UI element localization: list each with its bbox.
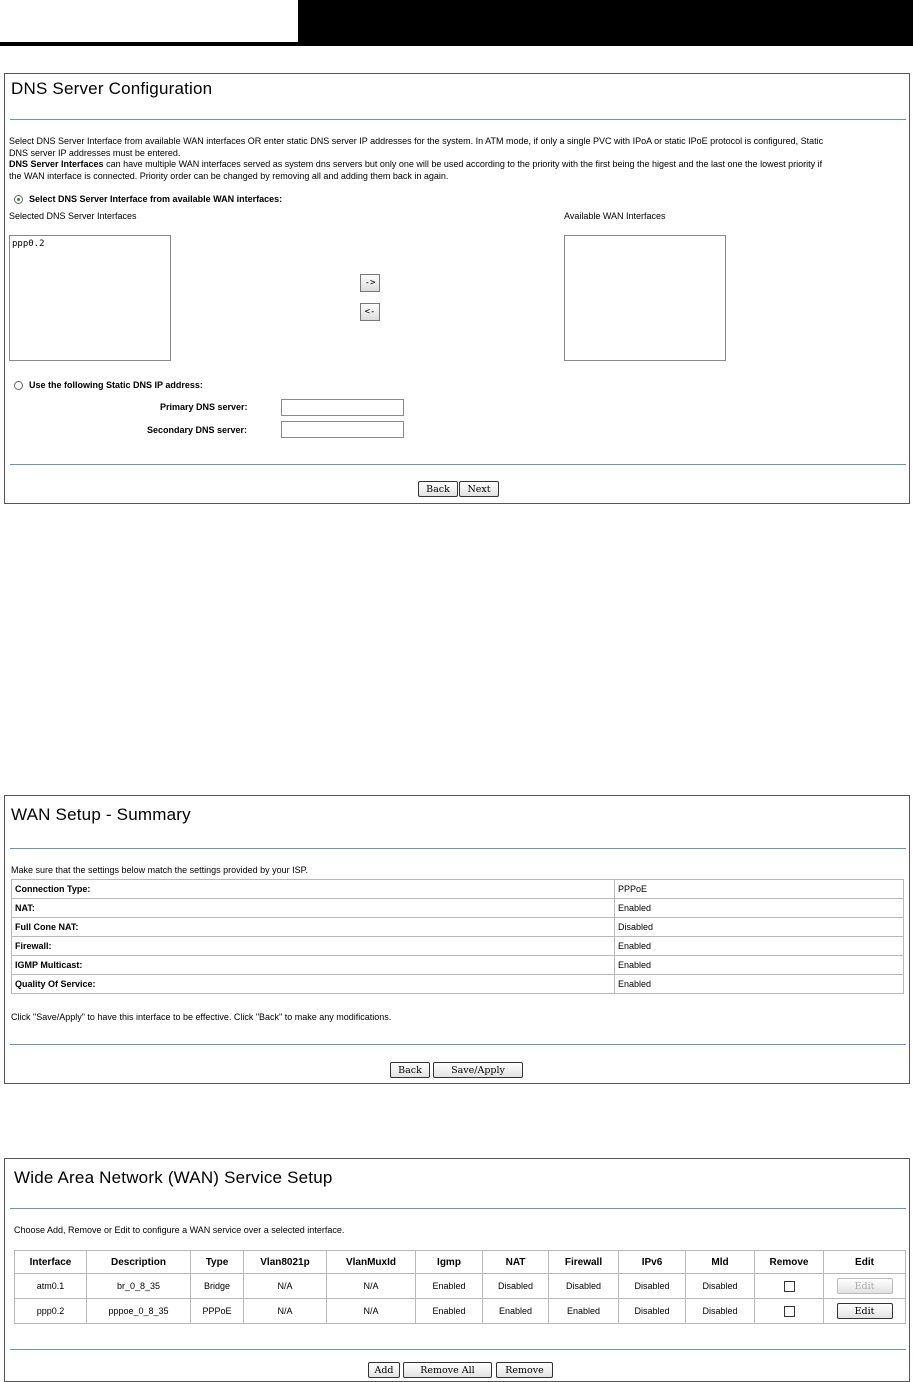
cell-type: Bridge bbox=[191, 1274, 244, 1299]
summary-footer-text: Click "Save/Apply" to have this interface to be effective. Click "Back" to make any modifications. bbox=[11, 1012, 392, 1022]
radio-static-dns[interactable] bbox=[14, 381, 23, 390]
cell-edit bbox=[824, 1274, 906, 1299]
col-header: Description bbox=[87, 1251, 191, 1274]
divider bbox=[10, 848, 906, 849]
col-header: Firewall bbox=[549, 1251, 619, 1274]
cell-vlan8021p: N/A bbox=[244, 1299, 327, 1324]
back-button[interactable]: Back bbox=[418, 481, 458, 497]
cell-description: pppoe_0_8_35 bbox=[87, 1299, 191, 1324]
primary-dns-label: Primary DNS server: bbox=[160, 402, 248, 412]
divider bbox=[10, 119, 906, 120]
cell-interface: ppp0.2 bbox=[15, 1299, 87, 1324]
summary-title: WAN Setup - Summary bbox=[11, 805, 191, 824]
cell-interface: atm0.1 bbox=[15, 1274, 87, 1299]
remove-button[interactable]: Remove bbox=[496, 1362, 553, 1378]
remove-checkbox[interactable] bbox=[784, 1281, 795, 1292]
col-header: Remove bbox=[755, 1251, 824, 1274]
wan-service-title: Wide Area Network (WAN) Service Setup bbox=[14, 1168, 333, 1187]
page-title: DNS Server Configuration bbox=[11, 79, 213, 98]
divider bbox=[10, 464, 906, 465]
cell-edit bbox=[824, 1299, 906, 1324]
summary-label: Quality Of Service: bbox=[12, 975, 615, 994]
cell-nat: Disabled bbox=[483, 1274, 549, 1299]
option-select-label: Select DNS Server Interface from available WAN interfaces: bbox=[29, 194, 283, 204]
cell-vlan8021p: N/A bbox=[244, 1274, 327, 1299]
dns-config-panel bbox=[4, 73, 910, 504]
cell-firewall: Disabled bbox=[549, 1274, 619, 1299]
col-header: Igmp bbox=[416, 1251, 483, 1274]
cell-vlanmuxid: N/A bbox=[327, 1299, 416, 1324]
summary-value: Enabled bbox=[615, 956, 904, 975]
selected-interfaces-label: Selected DNS Server Interfaces bbox=[9, 211, 137, 221]
table-row bbox=[12, 975, 904, 994]
summary-label: Full Cone NAT: bbox=[12, 918, 615, 937]
summary-value: PPPoE bbox=[615, 880, 904, 899]
summary-value: Enabled bbox=[615, 937, 904, 956]
summary-label: NAT: bbox=[12, 899, 615, 918]
table-header-row bbox=[15, 1251, 906, 1274]
summary-label: Firewall: bbox=[12, 937, 615, 956]
intro-line-3 bbox=[9, 159, 822, 170]
intro-line-1: Select DNS Server Interface from available WAN interfaces OR enter static DNS server IP addresses for the system. In ATM mode, if only a single PVC with IPoA or static IPoE protocol is configured, Static bbox=[9, 136, 824, 146]
intro-line-4: the WAN interface is connected. Priority order can be changed by removing all and adding them back in again. bbox=[9, 171, 449, 181]
table-row bbox=[12, 937, 904, 956]
next-button[interactable]: Next bbox=[459, 481, 499, 497]
add-button[interactable]: Add bbox=[368, 1362, 400, 1378]
cell-igmp: Enabled bbox=[416, 1299, 483, 1324]
col-header: IPv6 bbox=[619, 1251, 686, 1274]
remove-checkbox[interactable] bbox=[784, 1306, 795, 1317]
wan-service-intro: Choose Add, Remove or Edit to configure a WAN service over a selected interface. bbox=[14, 1225, 345, 1235]
intro-line-2: DNS server IP addresses must be entered. bbox=[9, 148, 181, 158]
table-row bbox=[12, 918, 904, 937]
cell-ipv6: Disabled bbox=[619, 1274, 686, 1299]
cell-description: br_0_8_35 bbox=[87, 1274, 191, 1299]
wan-service-panel bbox=[4, 1158, 910, 1382]
divider bbox=[10, 1208, 906, 1209]
divider bbox=[10, 1349, 906, 1350]
edit-button[interactable]: Edit bbox=[837, 1278, 893, 1294]
col-header: Vlan8021p bbox=[244, 1251, 327, 1274]
col-header: VlanMuxId bbox=[327, 1251, 416, 1274]
wan-service-table bbox=[14, 1250, 906, 1324]
header-rule bbox=[0, 42, 913, 46]
primary-dns-input[interactable] bbox=[281, 399, 404, 416]
intro-rest: can have multiple WAN interfaces served as system dns servers but only one will be used according to the priority with the first being the higest and the last one the lowest priority if bbox=[103, 159, 823, 169]
summary-intro: Make sure that the settings below match the settings provided by your ISP. bbox=[11, 865, 308, 875]
cell-remove bbox=[755, 1299, 824, 1324]
col-header: Edit bbox=[824, 1251, 906, 1274]
cell-igmp: Enabled bbox=[416, 1274, 483, 1299]
secondary-dns-input[interactable] bbox=[281, 421, 404, 438]
summary-value: Enabled bbox=[615, 975, 904, 994]
cell-ipv6: Disabled bbox=[619, 1299, 686, 1324]
header-black-bar bbox=[298, 0, 913, 42]
cell-firewall: Enabled bbox=[549, 1299, 619, 1324]
list-item[interactable]: ppp0.2 bbox=[12, 239, 45, 249]
edit-button[interactable]: Edit bbox=[837, 1303, 893, 1319]
selected-interfaces-list[interactable] bbox=[9, 235, 171, 361]
col-header: NAT bbox=[483, 1251, 549, 1274]
secondary-dns-label: Secondary DNS server: bbox=[147, 425, 248, 435]
option-static-label: Use the following Static DNS IP address: bbox=[29, 380, 203, 390]
table-row bbox=[15, 1299, 906, 1324]
table-row bbox=[12, 899, 904, 918]
cell-remove bbox=[755, 1274, 824, 1299]
available-interfaces-list[interactable] bbox=[564, 235, 726, 361]
summary-value: Enabled bbox=[615, 899, 904, 918]
save-apply-button[interactable]: Save/Apply bbox=[433, 1062, 523, 1078]
cell-nat: Enabled bbox=[483, 1299, 549, 1324]
cell-type: PPPoE bbox=[191, 1299, 244, 1324]
intro-bold: DNS Server Interfaces bbox=[9, 159, 104, 169]
remove-all-button[interactable]: Remove All bbox=[403, 1362, 492, 1378]
table-row bbox=[12, 956, 904, 975]
wan-summary-panel bbox=[4, 795, 910, 1084]
cell-mld: Disabled bbox=[686, 1299, 755, 1324]
radio-select-interface[interactable] bbox=[14, 195, 23, 204]
summary-label: IGMP Multicast: bbox=[12, 956, 615, 975]
table-row bbox=[12, 880, 904, 899]
col-header: Mld bbox=[686, 1251, 755, 1274]
col-header: Interface bbox=[15, 1251, 87, 1274]
summary-label: Connection Type: bbox=[12, 880, 615, 899]
remove-interface-button[interactable]: <- bbox=[360, 303, 380, 321]
summary-table bbox=[11, 879, 904, 994]
col-header: Type bbox=[191, 1251, 244, 1274]
divider bbox=[10, 1044, 906, 1045]
add-interface-button[interactable]: -> bbox=[360, 274, 380, 292]
summary-value: Disabled bbox=[615, 918, 904, 937]
table-row bbox=[15, 1274, 906, 1299]
back-button[interactable]: Back bbox=[390, 1062, 430, 1078]
cell-vlanmuxid: N/A bbox=[327, 1274, 416, 1299]
available-interfaces-label: Available WAN Interfaces bbox=[564, 211, 666, 221]
cell-mld: Disabled bbox=[686, 1274, 755, 1299]
